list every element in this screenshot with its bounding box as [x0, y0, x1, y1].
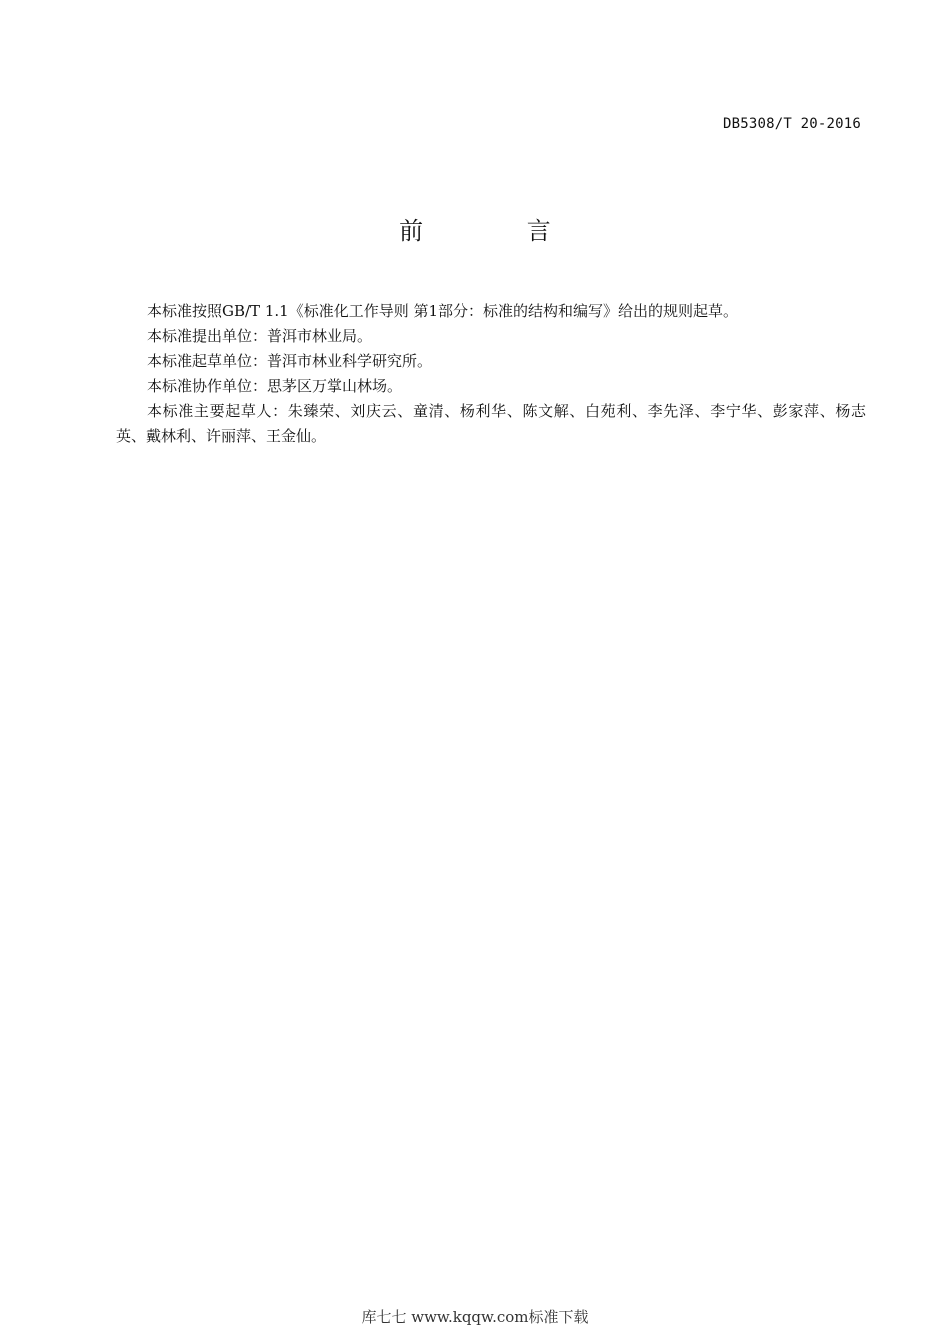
paragraph-proposing-unit: 本标准提出单位：普洱市林业局。 [147, 327, 373, 345]
page-title: 前 言 [399, 217, 599, 245]
paragraph-cooperating-unit: 本标准协作单位：思茅区万掌山林场。 [147, 377, 403, 395]
paragraph-drafting-unit: 本标准起草单位：普洱市林业科学研究所。 [147, 352, 433, 370]
paragraph-main-drafters: 本标准主要起草人：朱臻荣、刘庆云、童清、杨利华、陈文解、白苑利、李先泽、李宁华、彭家萍、杨志英、戴林利、许丽萍、王金仙。 [116, 402, 866, 445]
document-code: DB5308/T 20-2016 [722, 116, 861, 132]
footer-watermark: 库七七 www.kqqw.com标准下载 [361, 1308, 589, 1326]
paragraph-drafting-rules: 本标准按照GB/T 1.1《标准化工作导则 第1部分：标准的结构和编写》给出的规则起草。 [147, 302, 739, 320]
foreword-body [116, 299, 866, 449]
